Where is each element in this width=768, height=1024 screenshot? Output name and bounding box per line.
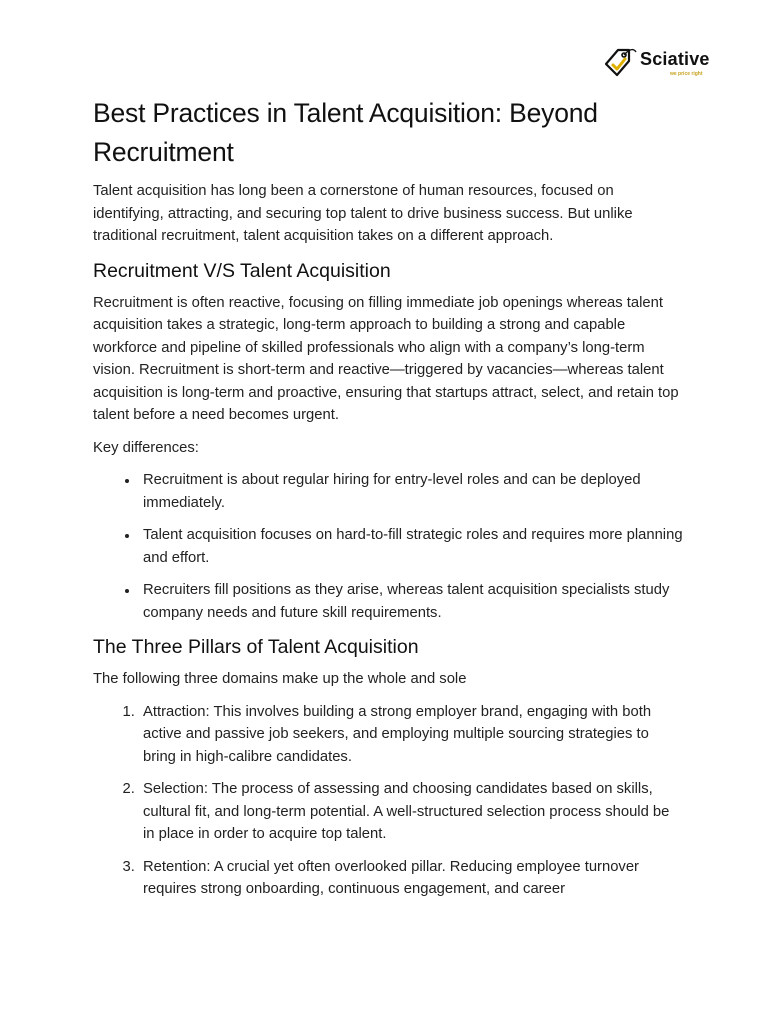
price-tag-icon — [602, 44, 638, 78]
section-paragraph: The following three domains make up the whole and sole — [93, 671, 467, 687]
key-differences-label: Key differences: — [93, 439, 199, 456]
list-item: • Talent acquisition focuses on hard-to-fill strategic roles and requires more planning and effort. — [139, 524, 683, 569]
pillars-list — [93, 701, 683, 901]
section-heading-three-pillars: The Three Pillars of Talent Acquisition — [93, 636, 419, 658]
document-title: Best Practices in Talent Acquisition: Beyond Recruitment — [93, 98, 598, 167]
list-item: • Recruiters fill positions as they arise, whereas talent acquisition specialists study company needs and future skill requirements. — [139, 579, 683, 624]
brand-name: Sciative — [640, 49, 710, 69]
brand-tagline: we price right — [670, 71, 703, 77]
list-item: 2. Selection: The process of assessing and choosing candidates based on skills, cultural fit, and long-term potential. A well-structured selection process should be in place in order to acquire top talent. — [139, 778, 683, 846]
brand-logo — [602, 42, 712, 82]
section-paragraph: Recruitment is often reactive, focusing on filling immediate job openings whereas talent acquisition takes a strategic, long-term approach to building a strong and capable workforce and pipeline of skilled professionals who align with a company’s long-term vision. Recruitment is short-term and reactive—triggered by vacancies—whereas talent acquisition is long-term and proactive, ensuring that startups attract, select, and retain top talent before a need becomes urgent. — [93, 294, 679, 423]
intro-paragraph: Talent acquisition has long been a cornerstone of human resources, focused on identifying, attracting, and securing top talent to drive business success. But unlike traditional recruitment, talent acquisition takes on a different approach. — [93, 183, 633, 244]
list-item: • Recruitment is about regular hiring for entry-level roles and can be deployed immediately. — [139, 469, 683, 514]
document-body — [93, 94, 683, 911]
section-heading-recruitment-vs-ta: Recruitment V/S Talent Acquisition — [93, 259, 391, 282]
key-differences-list — [93, 469, 683, 624]
list-item: 3. Retention: A crucial yet often overlooked pillar. Reducing employee turnover requires strong onboarding, continuous engagement, and career — [139, 856, 683, 901]
list-item: 1. Attraction: This involves building a strong employer brand, engaging with both active and passive job seekers, and employing multiple sourcing strategies to bring in high-calibre candidates. — [139, 701, 683, 769]
